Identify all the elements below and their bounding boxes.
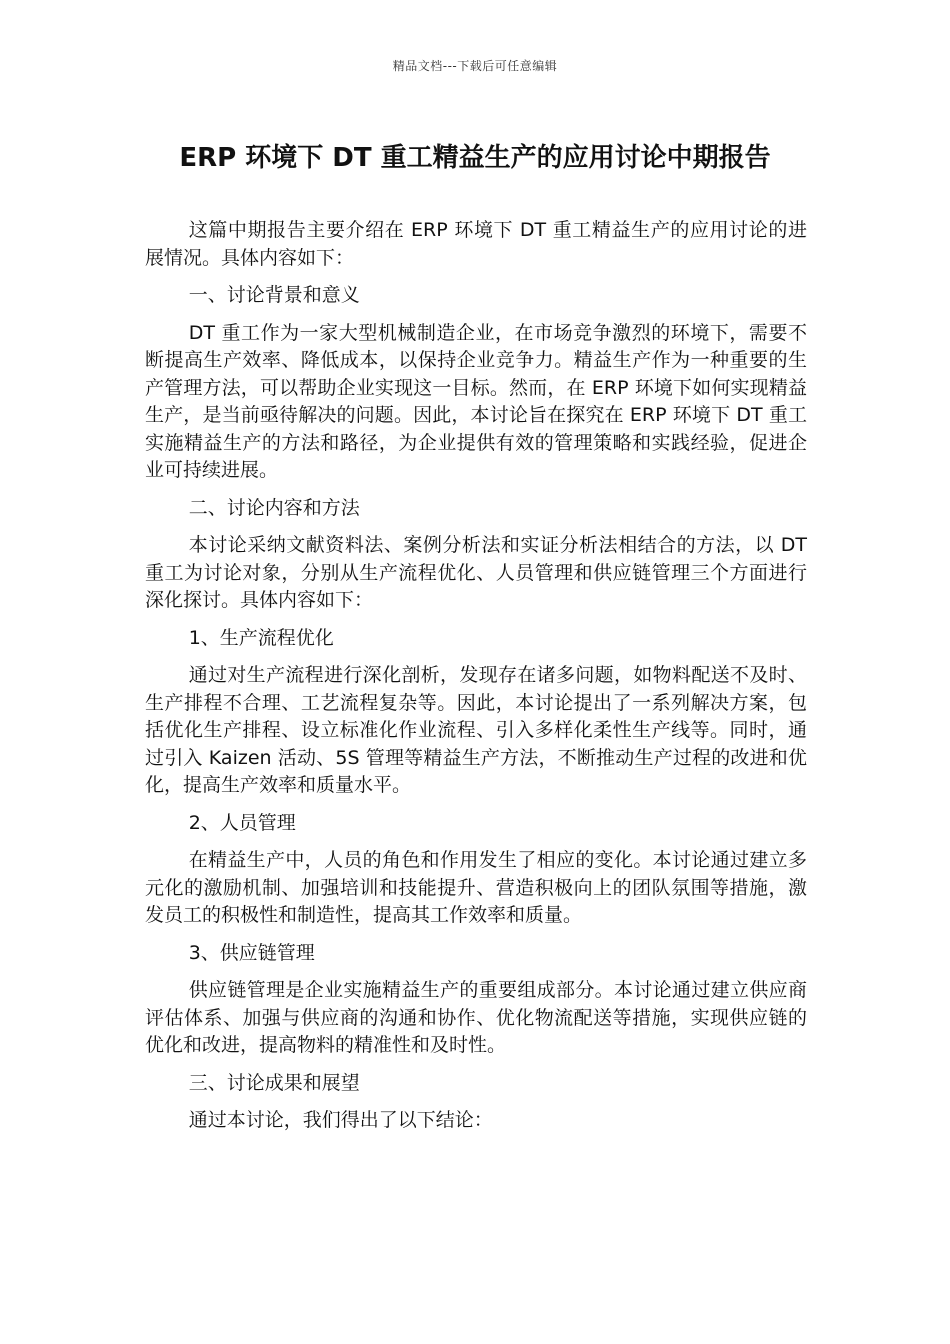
subsection-3-paragraph: 供应链管理是企业实施精益生产的重要组成部分。本讨论通过建立供应商评估体系、加强与供应商的沟通和协作、优化物流配送等措施，实现供应链的优化和改进，提高物料的精准性和及时性。 [145, 979, 807, 1056]
section-2-paragraph: 本讨论采纳文献资料法、案例分析法和实证分析法相结合的方法，以 DT 重工为讨论对象，分别从生产流程优化、人员管理和供应链管理三个方面进行深化探讨。具体内容如下： [145, 534, 807, 611]
section-2-heading: 二、讨论内容和方法 [188, 496, 360, 519]
header-note: 精品文档---下载后可任意编辑 [392, 59, 558, 73]
subsection-3-heading: 3、供应链管理 [188, 941, 315, 964]
subsection-1-paragraph: 通过对生产流程进行深化剖析，发现存在诸多问题，如物料配送不及时、生产排程不合理、工艺流程复杂等。因此，本讨论提出了一系列解决方案，包括优化生产排程、设立标准化作业流程、引入多样化柔性生产线等。同时，通过引入 Kaizen 活动、5S 管理等精益生产方法，不断推动生产过程的改进和优化，提高生产效率和质量水平。 [145, 664, 807, 796]
section-1-heading: 一、讨论背景和意义 [188, 284, 360, 306]
subsection-2-paragraph: 在精益生产中，人员的角色和作用发生了相应的变化。本讨论通过建立多元化的激励机制、加强培训和技能提升、营造积极向上的团队氛围等措施，激发员工的积极性和制造性，提高其工作效率和质量。 [145, 849, 807, 926]
section-3-heading: 三、讨论成果和展望 [188, 1071, 360, 1094]
subsection-1-heading: 1、生产流程优化 [188, 626, 334, 649]
document-body [145, 217, 807, 1145]
intro-paragraph: 这篇中期报告主要介绍在 ERP 环境下 DT 重工精益生产的应用讨论的进展情况。具体内容如下： [145, 219, 807, 269]
section-1-paragraph: DT 重工作为一家大型机械制造企业，在市场竞争激烈的环境下，需要不断提高生产效率、降低成本，以保持企业竞争力。精益生产作为一种重要的生产管理方法，可以帮助企业实现这一目标。然而，在 ERP 环境下如何实现精益生产，是当前亟待解决的问题。因此，本讨论旨在探究在 ERP 环境下 DT 重工实施精益生产的方法和路径，为企业提供有效的管理策略和实践经验，促进企业可持续进展。 [145, 321, 807, 481]
document-title: ERP 环境下 DT 重工精益生产的应用讨论中期报告 [179, 143, 771, 173]
section-3-paragraph: 通过本讨论，我们得出了以下结论： [188, 1109, 493, 1131]
subsection-2-heading: 2、人员管理 [188, 811, 296, 834]
